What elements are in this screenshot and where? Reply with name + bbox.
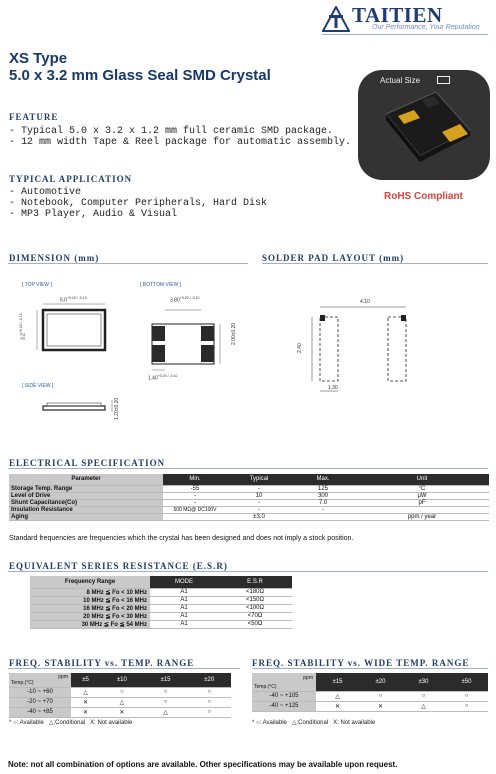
cell: 10 MHz ≦ Fo < 16 MHz — [30, 596, 150, 604]
cell: A1 — [150, 596, 218, 604]
cell: <70Ω — [218, 612, 292, 620]
col-stability: ±15 — [144, 673, 188, 687]
header-rule — [322, 34, 488, 35]
col-esr: E.S.R — [218, 576, 292, 588]
table-row — [30, 604, 292, 612]
top-width-tol: +0.20 / -0.10 — [66, 296, 87, 300]
col-frequency-range: Frequency Range — [30, 576, 150, 588]
esr-heading: EQUIVALENT SERIES RESISTANCE (E.S.R) — [9, 561, 228, 571]
cell: <180Ω — [218, 588, 292, 596]
cell: - — [291, 506, 355, 513]
cell: ppm / year — [355, 513, 489, 520]
table-header-row — [252, 673, 488, 691]
cell: △ — [402, 701, 445, 711]
table-row — [9, 687, 231, 697]
bottom-view-label: [ BOTTOM VIEW ] — [140, 282, 182, 288]
cell: ✕ — [71, 707, 100, 717]
col-min: Min. — [163, 474, 227, 485]
cell: 10 — [227, 492, 291, 499]
cell: △ — [100, 697, 144, 707]
top-width-dim — [60, 296, 87, 304]
cell: ○ — [402, 691, 445, 701]
cell: ✕ — [71, 697, 100, 707]
cell: ○ — [144, 687, 188, 697]
table-row — [30, 612, 292, 620]
solder-pad-dim: 1.30 — [328, 385, 338, 391]
crystal-image-icon — [358, 70, 490, 180]
cell: 7.0 — [291, 499, 355, 506]
table-row — [9, 485, 489, 492]
corner-ppm: ppm — [303, 675, 313, 681]
top-view-label: [ TOP VIEW ] — [22, 282, 52, 288]
corner-ppm: ppm — [58, 674, 68, 680]
col-parameter: Parameter — [9, 474, 163, 485]
col-mode: MODE — [150, 576, 218, 588]
cell: 16 MHz ≦ Fo < 20 MHz — [30, 604, 150, 612]
cell: A1 — [150, 612, 218, 620]
col-stability: ±10 — [100, 673, 144, 687]
cell: 125 — [291, 485, 355, 492]
actual-size-label: Actual Size — [380, 76, 421, 85]
corner-temp: Temp.(°C) — [11, 679, 34, 686]
table-header-row — [9, 673, 231, 687]
dimension-drawing — [0, 290, 250, 430]
product-photo — [358, 70, 490, 180]
cell: ○ — [100, 687, 144, 697]
cell: pF — [355, 499, 489, 506]
freq-stability-heading: FREQ. STABILITY vs. TEMP. RANGE — [9, 658, 195, 668]
cell: △ — [144, 707, 188, 717]
product-type-title: XS Type — [9, 50, 68, 67]
corner-cell — [9, 673, 71, 687]
table-row — [30, 588, 292, 596]
cell: -40 ~ +105 — [252, 691, 316, 701]
wide-stability-heading: FREQ. STABILITY vs. WIDE TEMP. RANGE — [252, 658, 470, 668]
pad-width-tol: +0.20 / -0.10 — [157, 374, 178, 378]
wide-stability-rule — [252, 668, 488, 669]
cell: ○ — [187, 707, 231, 717]
application-heading: TYPICAL APPLICATION — [9, 174, 133, 184]
freq-stability-legend: * ○: Available △:Conditional X: Not available — [9, 720, 133, 726]
application-item: - Notebook, Computer Peripherals, Hard Disk — [9, 198, 268, 209]
side-height-dim: 1.20±0.20 — [114, 397, 120, 420]
solder-width-dim: 4.10 — [360, 299, 370, 305]
cell: ○ — [187, 697, 231, 707]
application-item: - Automotive — [9, 187, 82, 198]
cell: △ — [71, 687, 100, 697]
top-height-value: 3.2 — [20, 333, 27, 340]
cell: -40 ~ +125 — [252, 701, 316, 711]
electrical-rule — [8, 468, 488, 469]
cell: ○ — [359, 691, 402, 701]
cell: Shunt Capacitance(Co) — [9, 499, 163, 506]
cell: °C — [355, 485, 489, 492]
cell: A1 — [150, 620, 218, 628]
freq-stability-rule — [8, 668, 240, 669]
cell: ○ — [445, 691, 488, 701]
table-row — [9, 492, 489, 499]
availability-note: Note: not all combination of options are available. Other specifications may be available upon request. — [8, 760, 398, 769]
cell: <100Ω — [218, 604, 292, 612]
freq-stability-table — [9, 673, 231, 718]
cell: ±3.0 — [227, 513, 291, 520]
cell: - — [227, 506, 291, 513]
table-row — [252, 691, 488, 701]
cell: 300 — [291, 492, 355, 499]
side-view-label: [ SIDE VIEW ] — [22, 383, 54, 389]
corner-cell — [252, 673, 316, 691]
top-height-dim — [19, 313, 27, 340]
col-stability: ±50 — [445, 673, 488, 691]
table-row — [30, 596, 292, 604]
cell: A1 — [150, 604, 218, 612]
cell: ✕ — [100, 707, 144, 717]
col-typical: Typical — [227, 474, 291, 485]
solder-heading: SOLDER PAD LAYOUT (mm) — [262, 253, 405, 263]
col-max: Max. — [291, 474, 355, 485]
cell: -20 ~ +70 — [9, 697, 71, 707]
actual-size-box — [437, 76, 450, 84]
cell — [163, 513, 227, 520]
pad-width-value: 1.40 — [148, 375, 158, 382]
col-unit: Unit — [355, 474, 489, 485]
cell: <50Ω — [218, 620, 292, 628]
solder-rule — [262, 263, 488, 264]
col-stability: ±5 — [71, 673, 100, 687]
cell: △ — [316, 691, 359, 701]
cell: 8 MHz ≦ Fo < 10 MHz — [30, 588, 150, 596]
cell: Level of Drive — [9, 492, 163, 499]
table-row — [30, 620, 292, 628]
product-title: 5.0 x 3.2 mm Glass Seal SMD Crystal — [9, 67, 271, 84]
cell: ○ — [445, 701, 488, 711]
cell: Storage Temp. Range — [9, 485, 163, 492]
cell — [355, 506, 489, 513]
brand-tagline: Our Performance, Your Reputation — [372, 24, 480, 31]
cell: - — [227, 485, 291, 492]
cell: <150Ω — [218, 596, 292, 604]
dimension-heading: DIMENSION (mm) — [9, 253, 100, 263]
feature-item: - 12 mm width Tape & Reel package for automatic assembly. — [9, 137, 352, 148]
rohs-badge: RoHS Compliant — [384, 191, 463, 202]
table-row — [9, 697, 231, 707]
table-row — [9, 506, 489, 513]
feature-heading: FEATURE — [9, 112, 59, 122]
col-stability: ±20 — [359, 673, 402, 691]
cell: A1 — [150, 588, 218, 596]
bottom-width-tol: +0.20 / -0.10 — [179, 296, 200, 300]
table-row — [9, 513, 489, 520]
cell: ✕ — [359, 701, 402, 711]
electrical-footnote: Standard frequencies are frequencies which the crystal has been designed and does not imply a stock position. — [9, 535, 354, 542]
corner-temp: Temp.(°C) — [254, 683, 277, 690]
bottom-height-dim: 2.00±0.20 — [231, 322, 237, 345]
pad-width-dim — [148, 374, 178, 382]
col-stability: ±30 — [402, 673, 445, 691]
cell — [291, 513, 355, 520]
cell: -40 ~ +85 — [9, 707, 71, 717]
col-stability: ±15 — [316, 673, 359, 691]
cell: Insulation Resistance — [9, 506, 163, 513]
bottom-width-value: 3.80 — [170, 297, 180, 304]
table-header-row — [9, 474, 489, 485]
cell: - — [163, 499, 227, 506]
electrical-heading: ELECTRICAL SPECIFICATION — [9, 458, 166, 468]
wide-stability-table — [252, 673, 488, 712]
table-row — [9, 499, 489, 506]
table-row — [9, 707, 231, 717]
esr-table — [30, 576, 292, 629]
col-stability: ±20 — [187, 673, 231, 687]
cell: 500 MΩ@ DC100V — [163, 506, 227, 513]
esr-rule — [8, 571, 488, 572]
top-height-tol: +0.20 / -0.10 — [19, 313, 23, 334]
cell: -55 — [163, 485, 227, 492]
cell: µW — [355, 492, 489, 499]
electrical-table — [9, 474, 489, 521]
taitien-logo-icon — [322, 6, 350, 32]
solder-height-dim: 2.40 — [297, 343, 303, 353]
cell: ○ — [187, 687, 231, 697]
cell: 20 MHz ≦ Fo < 30 MHz — [30, 612, 150, 620]
dimension-rule — [8, 263, 248, 264]
application-item: - MP3 Player, Audio & Visual — [9, 209, 178, 220]
solder-pad-drawing — [290, 295, 440, 405]
cell: -10 ~ +60 — [9, 687, 71, 697]
bottom-width-dim — [170, 296, 200, 304]
top-width-value: 5.0 — [60, 297, 67, 304]
cell: ✕ — [316, 701, 359, 711]
cell: ○ — [144, 697, 188, 707]
table-row — [252, 701, 488, 711]
cell: 30 MHz ≦ Fo ≦ 54 MHz — [30, 620, 150, 628]
table-header-row — [30, 576, 292, 588]
wide-stability-legend: * ○: Available △:Conditional X: Not available — [252, 720, 376, 726]
cell: - — [163, 492, 227, 499]
cell: - — [227, 499, 291, 506]
cell: Aging — [9, 513, 163, 520]
brand-name: TAITIEN — [352, 3, 443, 27]
feature-item: - Typical 5.0 x 3.2 x 1.2 mm full ceramic SMD package. — [9, 126, 334, 137]
